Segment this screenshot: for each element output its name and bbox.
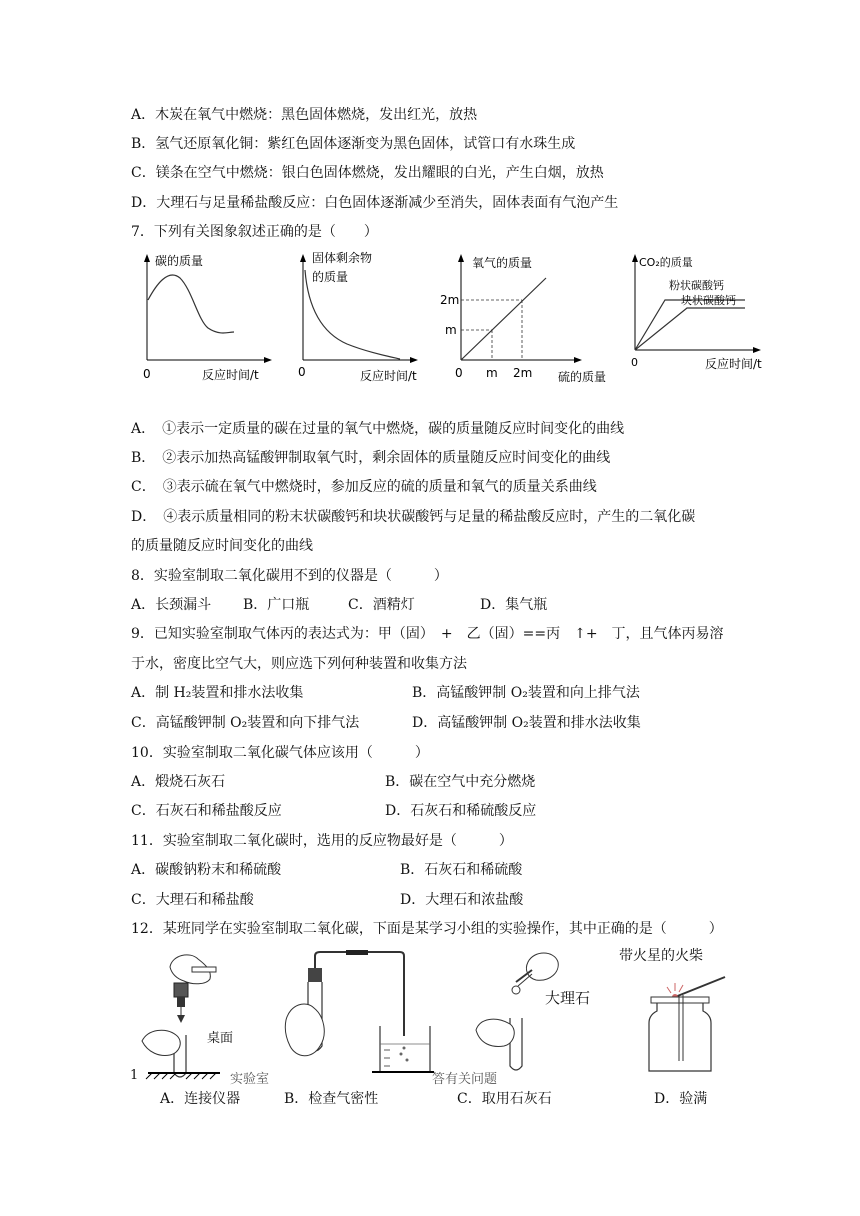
q11-option-b: B．石灰石和稀硫酸 — [400, 862, 523, 878]
q12-option-c: C．取用石灰石 — [457, 1091, 552, 1107]
q12-option-b: B．检查气密性 — [284, 1091, 379, 1107]
graph-3-xlabel: 硫的质量 — [558, 370, 607, 384]
q11-stem: 11．实验室制取二氧化碳时，选用的反应物最好是（ ） — [131, 833, 513, 849]
q11-option-c: C．大理石和稀盐酸 — [131, 892, 254, 908]
q10-option-a: A．煅烧石灰石 — [131, 774, 226, 790]
overlap-fragment-1: 1 — [130, 1068, 139, 1083]
graph-3-ytick-2m: 2m — [440, 293, 460, 307]
q11-option-a: A．碳酸钠粉末和稀硫酸 — [131, 862, 282, 878]
q9-option-d: D．高锰酸钾制 O₂装置和排水法收集 — [412, 715, 641, 731]
q8-option-d: D．集气瓶 — [480, 597, 548, 613]
q11-option-d: D．大理石和浓盐酸 — [400, 892, 524, 908]
q6-option-c: C．镁条在空气中燃烧：银白色固体燃烧，发出耀眼的白光，产生白烟，放热 — [131, 165, 604, 181]
q8-option-b: B．广口瓶 — [243, 597, 310, 613]
graph-2-ylabel-1: 固体剩余物 — [312, 251, 373, 265]
q10-option-d: D．石灰石和稀硫酸反应 — [385, 803, 537, 819]
q7-option-d-cont: 的质量随反应时间变化的曲线 — [131, 538, 313, 554]
graph-1-xlabel: 反应时间/t — [202, 368, 259, 382]
q9-stem-1: 9．已知实验室制取气体丙的表达式为：甲（固） + 乙（固）==丙 ↑+ 丁，且气体丙易溶 — [131, 626, 724, 642]
figure-c-marble-label: 大理石 — [545, 989, 591, 1007]
q7-option-b: B． ②表示加热高锰酸钾制取氧气时，剩余固体的质量随反应时间变化的曲线 — [131, 450, 611, 466]
q10-option-c: C．石灰石和稀盐酸反应 — [131, 803, 282, 819]
q12-option-a: A．连接仪器 — [160, 1091, 241, 1107]
graph-4-series-block: 块状碳酸钙 — [681, 294, 736, 307]
graph-4-origin: 0 — [631, 356, 638, 369]
graph-3-ylabel: 氧气的质量 — [472, 256, 533, 270]
q8-option-a: A．长颈漏斗 — [131, 597, 212, 613]
overlap-fragment-3: 答有关问题 — [432, 1072, 498, 1087]
graph-2-xlabel: 反应时间/t — [360, 369, 417, 383]
q9-option-a: A．制 H₂装置和排水法收集 — [131, 685, 304, 701]
graph-4-ylabel: CO₂的质量 — [639, 256, 693, 269]
graph-3-xtick-2m: 2m — [513, 366, 533, 380]
figure-a-desk-label: 桌面 — [207, 1031, 234, 1046]
q10-option-b: B．碳在空气中充分燃烧 — [385, 774, 536, 790]
figure-a-connect-instrument — [140, 945, 280, 1085]
graph-3-oxygen-sulfur-mass — [438, 250, 618, 390]
graph-3-origin: 0 — [455, 366, 463, 380]
graph-2-ylabel-2: 的质量 — [312, 270, 349, 284]
q8-option-c: C．酒精灯 — [348, 597, 415, 613]
q7-option-d: D． ④表示质量相同的粉末状碳酸钙和块状碳酸钙与足量的稀盐酸反应时，产生的二氧化碳 — [131, 509, 696, 525]
q7-option-c: C． ③表示硫在氧气中燃烧时，参加反应的硫的质量和氧气的质量关系曲线 — [131, 479, 597, 495]
q12-option-d: D．验满 — [654, 1091, 708, 1107]
q6-option-a: A．木炭在氧气中燃烧：黑色固体燃烧，发出红光，放热 — [131, 107, 478, 123]
q7-option-a: A． ①表示一定质量的碳在过量的氧气中燃烧，碳的质量随反应时间变化的曲线 — [131, 421, 625, 437]
graph-2-origin: 0 — [298, 365, 306, 379]
q12-stem: 12．某班同学在实验室制取二氧化碳，下面是某学习小组的实验操作，其中正确的是（ ） — [131, 921, 723, 937]
graph-3-ytick-m: m — [445, 323, 457, 337]
q8-stem: 8．实验室制取二氧化碳用不到的仪器是（ ） — [131, 568, 448, 584]
q6-option-b: B．氢气还原氧化铜：紫红色固体逐渐变为黑色固体，试管口有水珠生成 — [131, 136, 576, 152]
graph-1-ylabel: 碳的质量 — [155, 254, 204, 268]
figure-b-airtightness-check — [284, 950, 434, 1080]
graph-2-solid-residue-mass — [292, 248, 427, 388]
q7-stem: 7．下列有关图象叙述正确的是（ ） — [131, 224, 378, 240]
graph-1-carbon-mass — [128, 250, 278, 385]
graph-3-xtick-m: m — [486, 366, 498, 380]
figure-d-check-full — [645, 965, 735, 1075]
graph-4-xlabel: 反应时间/t — [705, 357, 762, 371]
q6-option-d: D．大理石与足量稀盐酸反应：白色固体逐渐减少至消失，固体表面有气泡产生 — [131, 195, 619, 211]
q10-stem: 10．实验室制取二氧化碳气体应该用（ ） — [131, 745, 429, 761]
q9-option-b: B．高锰酸钾制 O₂装置和向上排气法 — [412, 685, 640, 701]
figure-d-match-label: 带火星的火柴 — [619, 948, 703, 964]
overlap-fragment-2: 实验室 — [230, 1072, 270, 1087]
q9-stem-2: 于水，密度比空气大，则应选下列何种装置和收集方法 — [131, 656, 467, 672]
q9-option-c: C．高锰酸钾制 O₂装置和向下排气法 — [131, 715, 360, 731]
graph-4-co2-mass — [625, 250, 775, 380]
figure-c-take-limestone — [470, 948, 560, 1078]
graph-1-origin: 0 — [143, 367, 151, 381]
graph-4-series-powder: 粉状碳酸钙 — [669, 279, 724, 292]
